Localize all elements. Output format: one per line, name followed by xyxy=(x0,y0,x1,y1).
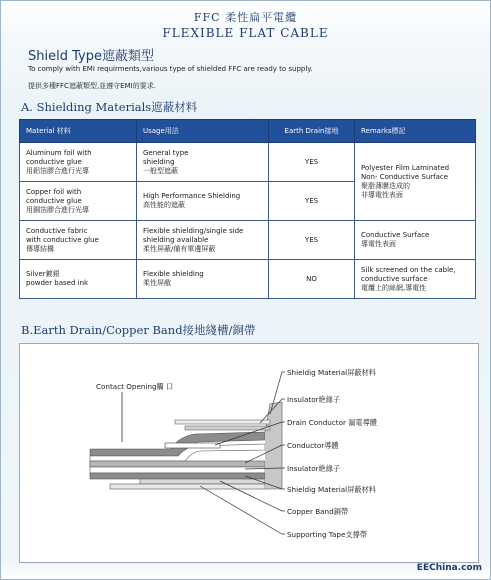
label-drain-conductor: Drain Conductor 漏電導體 xyxy=(287,418,377,427)
label-shield-bottom: Shieldig Material屏蔽材料 xyxy=(287,485,376,494)
label-supporting-tape: Supporting Tape支撐帶 xyxy=(287,530,367,539)
cell-material: Copper foil with conductive glue 用銅箔膠合進行光導 xyxy=(20,182,137,221)
shield-type-heading: Shield Type遮蔽類型 xyxy=(28,49,154,64)
cell-remarks: Silk screened on the cable, conductive surface 電纜上的絲網,導電性 xyxy=(355,260,476,299)
cell-earth-drain: YES xyxy=(269,221,355,260)
cell-remarks: Polyester Film Laminated Non- Conductive Surface 聚脂薄膜迭成的 非導電性表面 xyxy=(355,143,476,221)
cable-cross-section-diagram xyxy=(19,343,479,563)
table-header-row xyxy=(20,120,476,143)
cell-material: Silver鍍銀 powder based ink xyxy=(20,260,137,299)
label-conductor: Conductor導體 xyxy=(287,441,339,450)
top-lamination xyxy=(175,420,270,424)
section-b-heading: B.Earth Drain/Copper Band接地綫槽/銅帶 xyxy=(21,323,256,337)
label-shield-top: Shieldig Material屏蔽材料 xyxy=(287,368,376,377)
cell-usage: General type shielding 一般型遮蔽 xyxy=(137,143,269,182)
label-insulator-top: Insulator絶緣子 xyxy=(287,395,341,404)
insulator-layer-bottom xyxy=(90,467,265,473)
cell-earth-drain: YES xyxy=(269,143,355,182)
column-header-material: Material 材料 xyxy=(20,120,137,143)
conductor-layer xyxy=(90,461,265,467)
watermark: EEChina.com xyxy=(416,563,482,573)
intro-english: To comply with EMI requirments,various type of shielded FFC are ready to supply. xyxy=(28,65,313,73)
support-tape-layer xyxy=(110,484,265,489)
copper-band-layer xyxy=(140,479,265,484)
cell-earth-drain: YES xyxy=(269,182,355,221)
section-a-heading: A. Shielding Materials遮蔽材料 xyxy=(21,100,198,114)
title-chinese: FFC 柔性扁平電纜 xyxy=(193,11,298,24)
label-insulator-bottom: Insulator絶緣子 xyxy=(287,464,341,473)
cell-earth-drain: NO xyxy=(269,260,355,299)
cell-material: Aluminum foil with conductive glue 用鋁箔膠合進行光導 xyxy=(20,143,137,182)
title-english: FLEXIBLE FLAT CABLE xyxy=(162,26,329,40)
shield-layer-bottom xyxy=(90,473,265,479)
cell-usage: High Performance Shielding 高性能的遮蔽 xyxy=(137,182,269,221)
drain-conductor xyxy=(165,443,220,448)
cell-remarks: Conductive Surface 導電性表面 xyxy=(355,221,476,260)
cell-usage: Flexible shielding 柔性屏敝 xyxy=(137,260,269,299)
table-row xyxy=(20,221,476,260)
shielding-materials-table xyxy=(19,119,476,299)
cable-diagram-svg xyxy=(20,344,478,562)
cell-material: Conductive fabric with conductive glue 傳導結構 xyxy=(20,221,137,260)
column-header-earth-drain: Earth Drain接地 xyxy=(269,120,355,143)
table-row xyxy=(20,260,476,299)
column-header-usage: Usage用法 xyxy=(137,120,269,143)
intro-chinese: 提供多種FFC遮蔽類型,並遵守EMI的要求. xyxy=(28,82,156,90)
label-contact-opening: Contact Opening觸 口 xyxy=(96,382,174,391)
top-lamination-2 xyxy=(185,426,270,430)
column-header-remarks: Remarks標記 xyxy=(355,120,476,143)
cell-usage: Flexible shielding/single side shielding available 柔性屏蔽/備有單邊屏蔽 xyxy=(137,221,269,260)
table-row xyxy=(20,143,476,182)
label-copper-band: Copper Band銅帶 xyxy=(287,507,349,516)
